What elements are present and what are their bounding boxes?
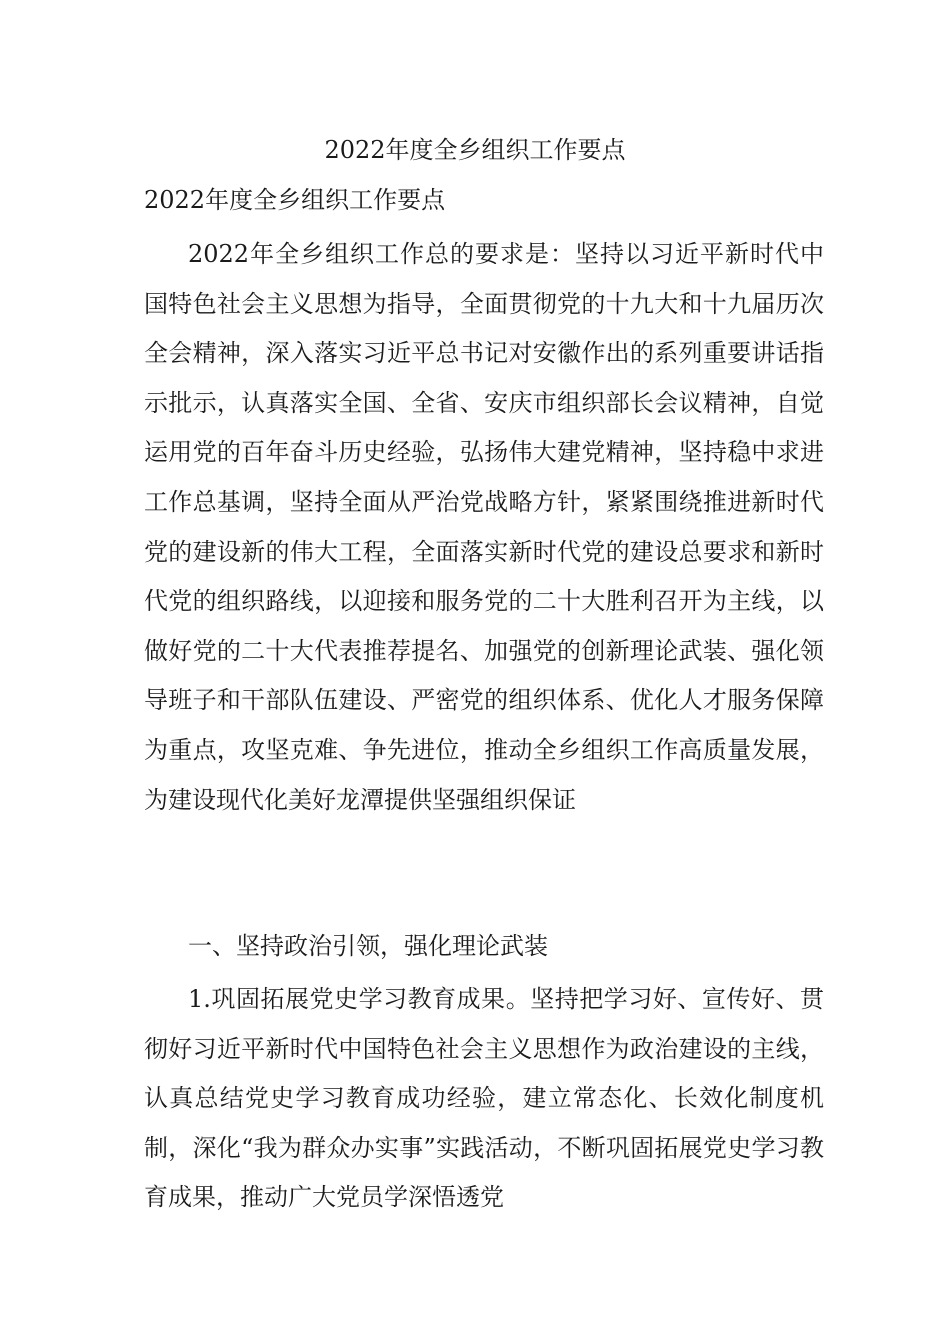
document-title: 2022年度全乡组织工作要点 [324,136,626,164]
section-heading: 一、坚持政治引领，强化理论武装 [188,932,548,960]
section-item-paragraph: 1.巩固拓展党史学习教育成果。坚持把学习好、宣传好、贯彻好习近平新时代中国特色社会主义思想作为政治建设的主线，认真总结党史学习教育成功经验，建立常态化、长效化制度机制，深化“我为群众办实事”实践活动，不断巩固拓展党史学习教育成果，推动广大党员学深悟透党 [144,985,824,1212]
intro-paragraph: 2022年全乡组织工作总的要求是：坚持以习近平新时代中国特色社会主义思想为指导，全面贯彻党的十九大和十九届历次全会精神，深入落实习近平总书记对安徽作出的系列重要讲话指示批示，认真落实全国、全省、安庆市组织部长会议精神，自觉运用党的百年奋斗历史经验，弘扬伟大建党精神，坚持稳中求进工作总基调，坚持全面从严治党战略方针，紧紧围绕推进新时代党的建设新的伟大工程，全面落实新时代党的建设总要求和新时代党的组织路线，以迎接和服务党的二十大胜利召开为主线，以做好党的二十大代表推荐提名、加强党的创新理论武装、强化领导班子和干部队伍建设、严密党的组织体系、优化人才服务保障为重点，攻坚克难、争先进位，推动全乡组织工作高质量发展，为建设现代化美好龙潭提供坚强组织保证 [144,240,824,814]
document-subtitle: 2022年度全乡组织工作要点 [144,186,446,214]
